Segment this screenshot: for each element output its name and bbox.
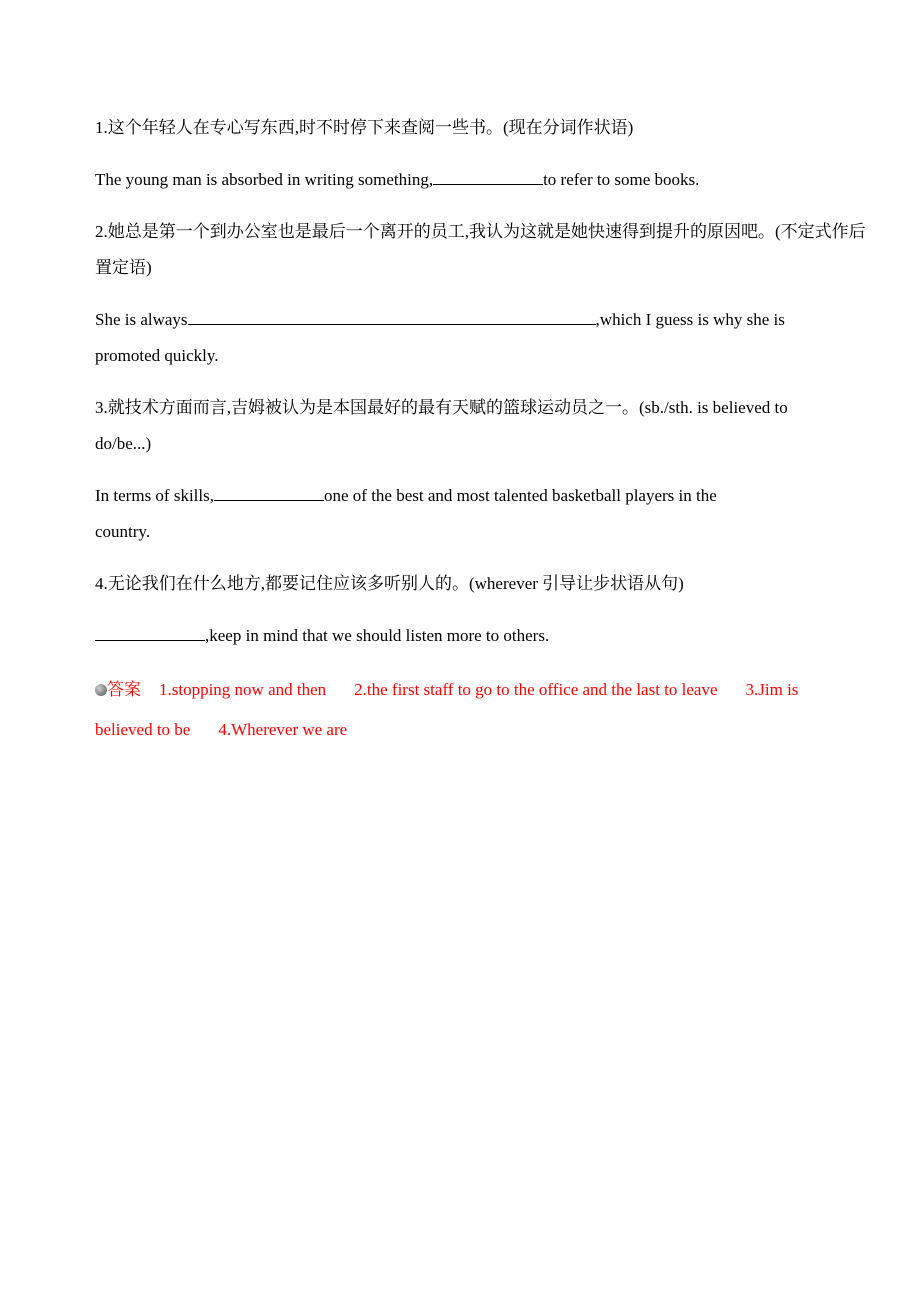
answer-item: 2.the first staff to go to the office and the last to leave xyxy=(354,680,718,699)
sentence-text: She is always xyxy=(95,310,188,329)
question-2-sentence xyxy=(95,302,833,374)
sentence-text: promoted quickly. xyxy=(95,346,219,365)
answer-blank[interactable] xyxy=(188,323,596,325)
question-4 xyxy=(95,566,833,602)
question-1 xyxy=(95,110,833,146)
sentence-text: ,which I guess is why she is xyxy=(595,310,785,329)
question-prompt: 1.这个年轻人在专心写东西,时不时停下来查阅一些书。(现在分词作状语) xyxy=(95,118,634,137)
answer-bullet-icon xyxy=(95,684,107,696)
answer-item: 4.Wherever we are xyxy=(218,720,348,739)
question-3 xyxy=(95,390,833,462)
answer-label: 答案 xyxy=(107,680,141,700)
answer-key xyxy=(95,670,833,750)
question-4-sentence xyxy=(95,618,833,654)
question-1-sentence xyxy=(95,162,833,198)
worksheet xyxy=(95,110,866,750)
question-3-sentence xyxy=(95,478,833,550)
sentence-text: to refer to some books. xyxy=(543,170,700,189)
answer-blank[interactable] xyxy=(95,639,205,641)
answer-blank[interactable] xyxy=(433,183,543,185)
answer-item: 1.stopping now and then xyxy=(159,680,327,699)
question-prompt: 2.她总是第一个到办公室也是最后一个离开的员工,我认为这就是她快速得到提升的原因吧。(不定式作后置定语) xyxy=(95,222,866,277)
answer-blank[interactable] xyxy=(214,499,324,501)
question-2 xyxy=(95,214,866,286)
sentence-text: The young man is absorbed in writing something, xyxy=(95,170,434,189)
sentence-text: ,keep in mind that we should listen more to others. xyxy=(205,626,550,645)
sentence-text: one of the best and most talented basketball players in the xyxy=(324,486,717,505)
question-prompt: 4.无论我们在什么地方,都要记住应该多听别人的。(wherever 引导让步状语从句) xyxy=(95,574,684,593)
question-prompt: 3.就技术方面而言,吉姆被认为是本国最好的最有天赋的篮球运动员之一。(sb./sth. is believed to do/be...) xyxy=(95,398,788,453)
sentence-text: country. xyxy=(95,522,151,541)
answer-item: 3.Jim is believed to be xyxy=(95,680,799,739)
sentence-text: In terms of skills, xyxy=(95,486,214,505)
